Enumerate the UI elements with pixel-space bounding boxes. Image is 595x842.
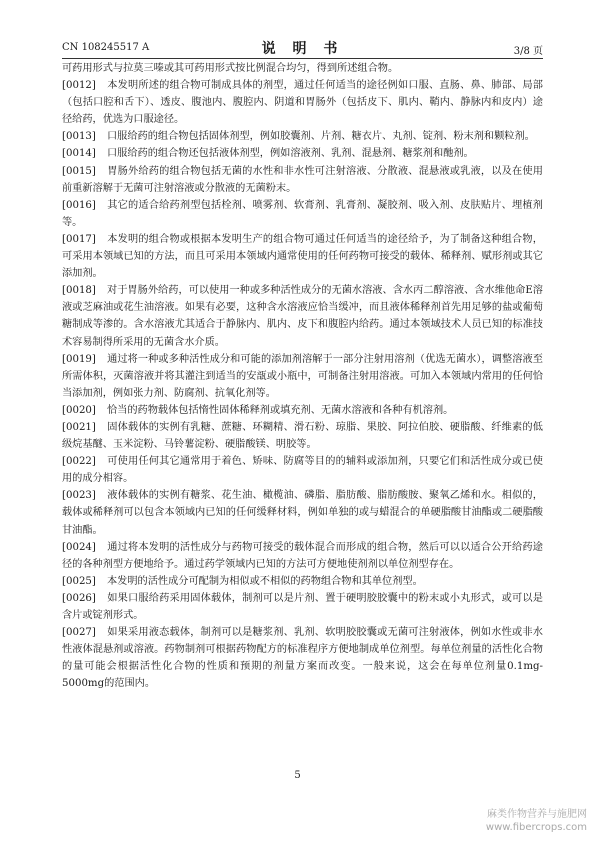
- paragraph-text: 本发明所述的组合物可制成具体的剂型，通过任何适当的途径例如口服、直肠、鼻、肺部、局部（包括口腔和舌下）、透皮、腹池内、腹腔内、阴道和胃肠外（包括皮下、肌内、鞘内、静脉内和皮内）途径给药，优选为口服途径。: [62, 80, 543, 126]
- document-body: [62, 60, 543, 692]
- paragraph-text: 恰当的药物载体包括惰性固体稀释剂或填充剂、无菌水溶液和各种有机溶剂。: [107, 404, 454, 416]
- paragraph-number: [0017]: [62, 233, 96, 245]
- paragraph-number: [0025]: [62, 575, 96, 587]
- paragraph: [62, 453, 543, 487]
- paragraph: [62, 282, 543, 350]
- paragraph-number: [0027]: [62, 627, 96, 639]
- paragraph-number: [0014]: [62, 148, 96, 160]
- paragraph-text: 如果口服给药采用固体载体，制剂可以是片剂、置于硬明胶胶囊中的粉末或小丸形式，或可以是含片或锭剂形式。: [62, 592, 543, 621]
- paragraph-text: 口服给药的组合物还包括液体剂型，例如溶液剂、乳剂、混悬剂、糖浆剂和酏剂。: [107, 148, 474, 160]
- paragraph: [62, 624, 543, 692]
- paragraph-text: 通过将本发明的活性成分与药物可接受的载体混合而形成的组合物，然后可以以适合公开给药途径的各种剂型方便地给予。通过药学领域内已知的方法可方便地使剂剂以单位剂型存在。: [62, 541, 543, 570]
- paragraph-number: [0015]: [62, 165, 96, 177]
- page-count: 3/8 页: [513, 46, 543, 57]
- paragraph-number: [0019]: [62, 353, 96, 365]
- watermark-url: www.fibercrops.com: [485, 822, 587, 833]
- paragraph-text: 液体载体的实例有糖浆、花生油、橄榄油、磷脂、脂肪酸、脂肪酸胺、聚氧乙烯和水。相似的，载体或稀释剂可以包含本领域内已知的任何缓释材料，例如单独的或与蜡混合的单硬脂酸甘油酯或二硬脂酸甘油酯。: [62, 490, 543, 536]
- paragraph: [62, 419, 543, 453]
- paragraph-number: [0022]: [62, 456, 96, 468]
- paragraph-text: 其它的适合给药剂型包括栓剂、喷雾剂、软膏剂、乳膏剂、凝胶剂、吸入剂、皮肤贴片、埋植剂等。: [62, 199, 543, 228]
- paragraph-number: [0020]: [62, 404, 96, 416]
- paragraph: [62, 145, 543, 162]
- intro-line: 可药用形式与拉莫三嗪或其可药用形式按比例混合均匀，得到所述组合物。: [62, 63, 399, 74]
- paragraph: [62, 573, 543, 590]
- paragraph-number: [0013]: [62, 131, 96, 143]
- paragraph: [62, 590, 543, 624]
- paragraph-text: 对于胃肠外给药，可以使用一种或多种活性成分的无菌水溶液、含水丙二醇溶液、含水维他命E溶液或芝麻油或花生油溶液。如果有必要，这种含水溶液应恰当缓冲，而且液体稀释剂首先用足够的盐或葡萄糖制成等渗的。含水溶液尤其适合于静脉内、肌内、皮下和腹腔内给药。通过本领域技术人员已知的标准技术容易制得所采用的无菌含水介质。: [62, 285, 543, 348]
- paragraph: [62, 539, 543, 573]
- watermark-name: 麻类作物营养与施肥网: [487, 809, 587, 820]
- paragraph: [62, 231, 543, 282]
- paragraph: [62, 163, 543, 197]
- site-watermark: [486, 808, 587, 834]
- paragraph-text: 通过将一种或多种活性成分和可能的添加剂溶解于一部分注射用溶剂（优选无菌水），调整溶液至所需体积，灭菌溶液并将其灌注到适当的安瓿或小瓶中，可制备注射用溶液。可加入本领域内常用的任何恰当添加剂，例如张力剂、防腐剂、抗氧化剂等。: [62, 353, 543, 399]
- patent-number: CN 108245517 A: [62, 42, 150, 53]
- paragraph-number: [0018]: [62, 285, 96, 297]
- page-number: 5: [294, 770, 301, 781]
- paragraph-text: 本发明的组合物或根据本发明生产的组合物可通过任何适当的途径给予，为了制备这种组合物，可采用本领域已知的方法，而且可采用本领域内通常使用的任何药物可接受的载体、稀释剂、赋形剂或其它添加剂。: [62, 233, 543, 280]
- page-header: [62, 38, 543, 56]
- paragraph-number: [0026]: [62, 592, 96, 604]
- paragraph-list: [62, 77, 543, 692]
- paragraph: [62, 197, 543, 231]
- paragraph-text: 本发明的活性成分可配制为相似或不相似的药物组合物和其单位剂型。: [107, 575, 423, 587]
- paragraph-number: [0024]: [62, 541, 96, 553]
- paragraph: [62, 128, 543, 145]
- paragraph-text: 固体载体的实例有乳糖、蔗糖、环糊精、滑石粉、琼脂、果胶、阿拉伯胶、硬脂酸、纤维素的低级烷基醚、玉米淀粉、马铃薯淀粉、硬脂酸镁、明胶等。: [62, 421, 543, 451]
- paragraph-number: [0016]: [62, 199, 96, 211]
- paragraph: [62, 402, 543, 419]
- paragraph-text: 胃肠外给药的组合物包括无菌的水性和非水性可注射溶液、分散液、混悬液或乳液，以及在使用前重新溶解于无菌可注射溶液或分散液的无菌粉末。: [62, 165, 543, 194]
- paragraph: [62, 77, 543, 128]
- paragraph-number: [0012]: [62, 80, 96, 92]
- paragraph-text: 可使用任何其它通常用于着色、矫味、防腐等目的的辅料或添加剂，只要它们和活性成分或已使用的成分相容。: [62, 456, 543, 485]
- paragraph-text: 口服给药的组合物包括固体剂型，例如胶囊剂、片剂、糖衣片、丸剂、锭剂、粉末剂和颗粒剂。: [107, 131, 535, 143]
- header-rule: [62, 58, 543, 59]
- document-title: 说 明 书: [261, 41, 344, 57]
- paragraph: [62, 351, 543, 402]
- paragraph-text: 如果采用液态载体，制剂可以是糖浆剂、乳剂、软明胶胶囊或无菌可注射液体，例如水性或非水性液体混悬剂或溶液。药物制剂可根据药物配方的标准程序方便地制成单位剂型。每单位剂量的活性化合物的量可能会根据活性化合物的性质和预期的剂量方案而改变。一般来说，这会在每单位剂量0.1mg-5000mg的范围内。: [62, 627, 543, 690]
- paragraph-number: [0023]: [62, 490, 96, 502]
- paragraph: [62, 487, 543, 538]
- paragraph-number: [0021]: [62, 421, 96, 433]
